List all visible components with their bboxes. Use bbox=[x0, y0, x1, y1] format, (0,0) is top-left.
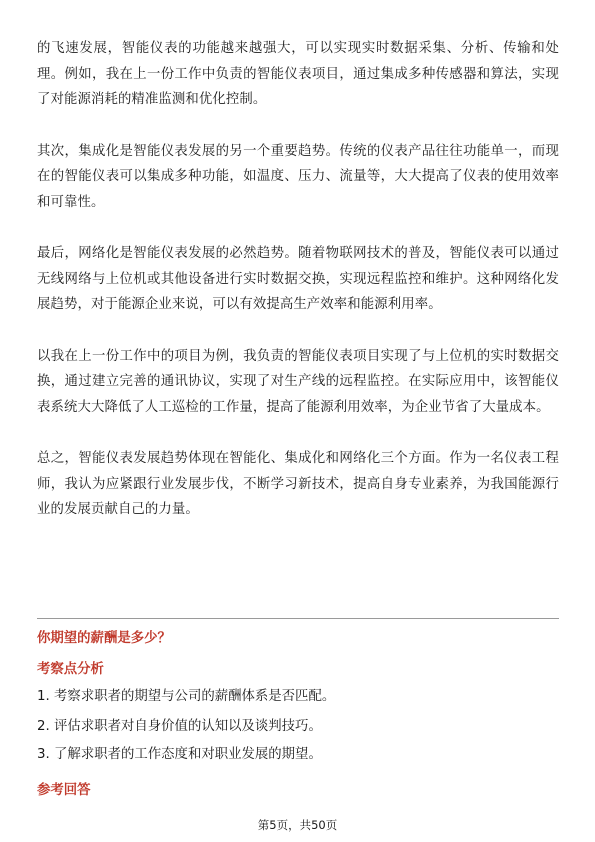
paragraph-networking: 最后，网络化是智能仪表发展的必然趋势。随着物联网技术的普及，智能仪表可以通过无线网络与上位机或其他设备进行实时数据交换，实现远程监控和维护。这种网络化发展趋势，对于能源企业来说，可以有效提高生产效率和能源利用率。 bbox=[37, 246, 559, 312]
paragraph-gap bbox=[37, 215, 559, 241]
analysis-heading: 考察点分析 bbox=[37, 662, 104, 677]
paragraph-intelligence: 的飞速发展，智能仪表的功能越来越强大，可以实现实时数据采集、分析、传输和处理。例如，我在上一份工作中负责的智能仪表项目，通过集成多种传感器和算法，实现了对能源消耗的精准监测和优化控制。 bbox=[37, 41, 559, 107]
section-divider bbox=[37, 618, 559, 619]
analysis-item: 3. 了解求职者的工作态度和对职业发展的期望。 bbox=[37, 747, 322, 762]
analysis-item: 1. 考察求职者的期望与公司的薪酬体系是否匹配。 bbox=[37, 689, 336, 704]
answer-heading: 参考回答 bbox=[37, 783, 91, 798]
page-number: 第5页，共50页 bbox=[257, 818, 338, 832]
question-title: 你期望的薪酬是多少？ bbox=[37, 631, 171, 646]
paragraph-gap bbox=[37, 420, 559, 446]
answer-body bbox=[37, 36, 559, 523]
analysis-item: 2. 评估求职者对自身价值的认知以及谈判技巧。 bbox=[37, 719, 322, 734]
paragraph-conclusion: 总之，智能仪表发展趋势体现在智能化、集成化和网络化三个方面。作为一名仪表工程师，我认为应紧跟行业发展步伐，不断学习新技术，提高自身专业素养，为我国能源行业的发展贡献自己的力量。 bbox=[37, 451, 559, 517]
paragraph-project-example: 以我在上一份工作中的项目为例，我负责的智能仪表项目实现了与上位机的实时数据交换，通过建立完善的通讯协议，实现了对生产线的远程监控。在实际应用中，该智能仪表系统大大降低了人工巡检的工作量，提高了能源利用效率，为企业节省了大量成本。 bbox=[37, 348, 559, 415]
paragraph-integration: 其次，集成化是智能仪表发展的另一个重要趋势。传统的仪表产品往往功能单一，而现在的智能仪表可以集成多种功能，如温度、压力、流量等，大大提高了仪表的使用效率和可靠性。 bbox=[37, 143, 559, 210]
paragraph-gap bbox=[37, 318, 559, 344]
paragraph-gap bbox=[37, 113, 559, 139]
